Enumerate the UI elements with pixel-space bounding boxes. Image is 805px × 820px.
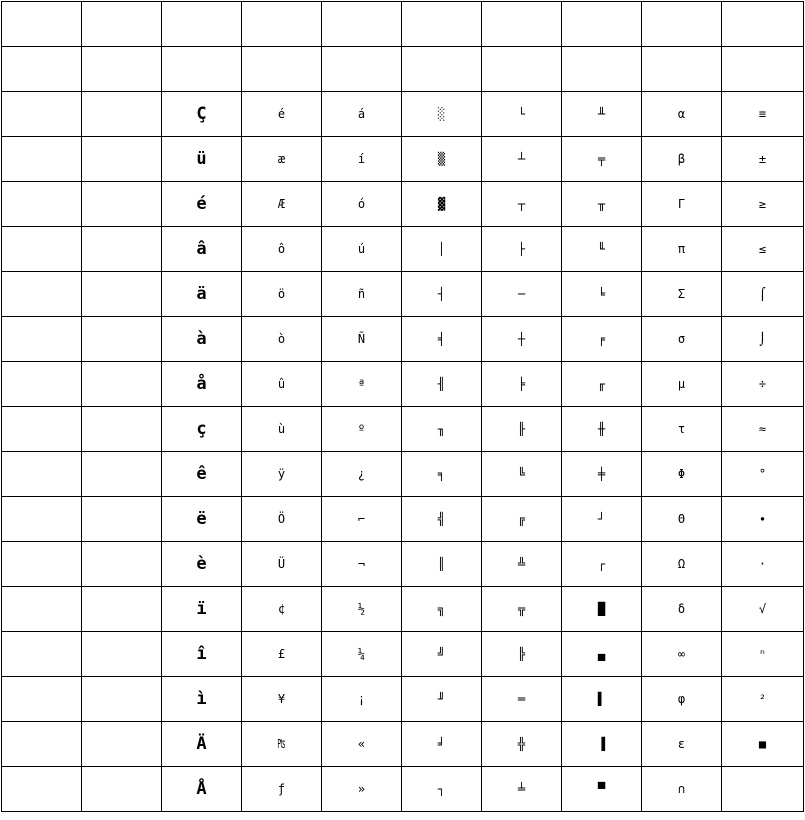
table-row xyxy=(2,452,804,497)
table-cell: à xyxy=(162,317,242,362)
table-cell: τ xyxy=(642,407,722,452)
table-cell: ╛ xyxy=(402,722,482,767)
table-cell: ▀ xyxy=(562,767,642,812)
table-cell: ¿ xyxy=(322,452,402,497)
table-cell: í xyxy=(322,137,402,182)
table-cell: ⌠ xyxy=(722,272,804,317)
table-cell: á xyxy=(322,92,402,137)
table-cell: ô xyxy=(242,227,322,272)
table-cell: ⌡ xyxy=(722,317,804,362)
table-cell: ≡ xyxy=(722,92,804,137)
table-cell xyxy=(2,407,82,452)
table-cell: ≈ xyxy=(722,407,804,452)
table-cell: ▄ xyxy=(562,632,642,677)
table-row xyxy=(2,632,804,677)
table-cell: £ xyxy=(242,632,322,677)
table-cell: ⌐ xyxy=(322,497,402,542)
table-cell: ε xyxy=(642,722,722,767)
table-cell: ∩ xyxy=(642,767,722,812)
table-cell: ┐ xyxy=(402,767,482,812)
table-cell: ╨ xyxy=(562,92,642,137)
table-cell: ä xyxy=(162,272,242,317)
table-cell: å xyxy=(162,362,242,407)
table-cell: ≤ xyxy=(722,227,804,272)
table-cell: ½ xyxy=(322,587,402,632)
table-cell xyxy=(82,407,162,452)
table-cell xyxy=(242,2,322,47)
table-cell: ╢ xyxy=(402,362,482,407)
table-cell: ç xyxy=(162,407,242,452)
table-cell: ê xyxy=(162,452,242,497)
table-cell xyxy=(82,452,162,497)
table-cell: « xyxy=(322,722,402,767)
table-row xyxy=(2,587,804,632)
table-cell: ï xyxy=(162,587,242,632)
table-cell xyxy=(2,542,82,587)
table-cell: β xyxy=(642,137,722,182)
table-cell xyxy=(2,227,82,272)
table-cell: ■ xyxy=(722,722,804,767)
table-cell: ╪ xyxy=(562,452,642,497)
table-cell xyxy=(482,2,562,47)
table-cell: ╓ xyxy=(562,362,642,407)
table-cell xyxy=(642,2,722,47)
table-cell: ƒ xyxy=(242,767,322,812)
table-cell: Σ xyxy=(642,272,722,317)
table-cell xyxy=(82,497,162,542)
table-cell: ÷ xyxy=(722,362,804,407)
table-row xyxy=(2,317,804,362)
table-cell: ≥ xyxy=(722,182,804,227)
table-cell: µ xyxy=(642,362,722,407)
table-cell: ╥ xyxy=(562,182,642,227)
table-cell: ú xyxy=(322,227,402,272)
table-cell xyxy=(2,452,82,497)
table-cell: └ xyxy=(482,92,562,137)
table-cell xyxy=(2,767,82,812)
table-row xyxy=(2,497,804,542)
table-cell xyxy=(2,497,82,542)
table-cell: ì xyxy=(162,677,242,722)
table-cell: ═ xyxy=(482,677,562,722)
table-cell: ╒ xyxy=(562,317,642,362)
table-cell: ╦ xyxy=(482,587,562,632)
table-row xyxy=(2,47,804,92)
table-cell: ▌ xyxy=(562,677,642,722)
table-cell: â xyxy=(162,227,242,272)
table-cell: ╧ xyxy=(482,767,562,812)
table-cell: Æ xyxy=(242,182,322,227)
table-cell: û xyxy=(242,362,322,407)
table-row xyxy=(2,2,804,47)
table-row xyxy=(2,542,804,587)
table-cell: ╣ xyxy=(402,497,482,542)
table-cell xyxy=(82,317,162,362)
table-cell xyxy=(82,542,162,587)
table-cell xyxy=(482,47,562,92)
table-cell xyxy=(82,272,162,317)
table-cell xyxy=(2,362,82,407)
table-cell: · xyxy=(722,542,804,587)
table-cell: ╙ xyxy=(562,227,642,272)
table-cell xyxy=(322,47,402,92)
table-cell: ╝ xyxy=(402,632,482,677)
table-cell: ¼ xyxy=(322,632,402,677)
table-cell xyxy=(162,47,242,92)
table-cell: » xyxy=(322,767,402,812)
table-cell: ╡ xyxy=(402,317,482,362)
table-row xyxy=(2,182,804,227)
table-cell: ░ xyxy=(402,92,482,137)
table-cell: ö xyxy=(242,272,322,317)
table-cell xyxy=(2,182,82,227)
table-cell: ÿ xyxy=(242,452,322,497)
table-cell xyxy=(722,767,804,812)
table-cell: ò xyxy=(242,317,322,362)
table-cell xyxy=(82,137,162,182)
table-cell: Γ xyxy=(642,182,722,227)
table-cell xyxy=(82,632,162,677)
table-cell: █ xyxy=(562,587,642,632)
table-cell xyxy=(82,92,162,137)
table-cell: ╘ xyxy=(562,272,642,317)
table-cell: ╜ xyxy=(402,677,482,722)
table-cell: σ xyxy=(642,317,722,362)
table-cell: ┤ xyxy=(402,272,482,317)
table-cell: ⁿ xyxy=(722,632,804,677)
table-cell: Θ xyxy=(642,497,722,542)
table-cell: ┼ xyxy=(482,317,562,362)
table-cell xyxy=(82,182,162,227)
table-cell xyxy=(242,47,322,92)
table-cell: î xyxy=(162,632,242,677)
table-row xyxy=(2,92,804,137)
table-cell: ╫ xyxy=(562,407,642,452)
table-cell: Ä xyxy=(162,722,242,767)
table-cell: α xyxy=(642,92,722,137)
table-cell xyxy=(402,2,482,47)
table-cell: ╞ xyxy=(482,362,562,407)
table-cell xyxy=(82,767,162,812)
table-row xyxy=(2,722,804,767)
table-cell: ∙ xyxy=(722,497,804,542)
table-cell: Å xyxy=(162,767,242,812)
table-cell: φ xyxy=(642,677,722,722)
table-cell: ┬ xyxy=(482,182,562,227)
table-cell: ╖ xyxy=(402,407,482,452)
table-cell: é xyxy=(242,92,322,137)
table-cell: Ç xyxy=(162,92,242,137)
table-cell: ╚ xyxy=(482,452,562,497)
table-cell: ë xyxy=(162,497,242,542)
table-cell: ù xyxy=(242,407,322,452)
table-cell: Ö xyxy=(242,497,322,542)
table-cell xyxy=(2,272,82,317)
table-row xyxy=(2,767,804,812)
table-cell: ┌ xyxy=(562,542,642,587)
table-cell xyxy=(402,47,482,92)
table-cell: ó xyxy=(322,182,402,227)
table-cell: √ xyxy=(722,587,804,632)
table-cell xyxy=(2,722,82,767)
table-cell: ╗ xyxy=(402,587,482,632)
table-row xyxy=(2,227,804,272)
table-cell: ¬ xyxy=(322,542,402,587)
table-cell xyxy=(562,47,642,92)
table-cell: ± xyxy=(722,137,804,182)
table-cell: ╔ xyxy=(482,497,562,542)
table-cell: ╬ xyxy=(482,722,562,767)
table-cell xyxy=(722,47,804,92)
table-cell: ╩ xyxy=(482,542,562,587)
table-cell: ╟ xyxy=(482,407,562,452)
table-cell xyxy=(642,47,722,92)
table-cell: ─ xyxy=(482,272,562,317)
table-cell: Ω xyxy=(642,542,722,587)
table-cell xyxy=(2,632,82,677)
table-cell: ╤ xyxy=(562,137,642,182)
table-cell xyxy=(2,2,82,47)
character-table-body xyxy=(2,2,804,812)
table-cell xyxy=(82,362,162,407)
table-cell: ▓ xyxy=(402,182,482,227)
character-table xyxy=(1,1,804,812)
table-cell: ┘ xyxy=(562,497,642,542)
table-cell: ┴ xyxy=(482,137,562,182)
table-row xyxy=(2,137,804,182)
table-cell xyxy=(82,227,162,272)
table-cell: ▐ xyxy=(562,722,642,767)
table-cell: ª xyxy=(322,362,402,407)
table-cell: Φ xyxy=(642,452,722,497)
table-cell: ü xyxy=(162,137,242,182)
table-cell: │ xyxy=(402,227,482,272)
table-cell: è xyxy=(162,542,242,587)
table-cell xyxy=(82,587,162,632)
table-cell xyxy=(322,2,402,47)
table-cell: ├ xyxy=(482,227,562,272)
table-cell xyxy=(2,92,82,137)
table-cell: ñ xyxy=(322,272,402,317)
table-cell xyxy=(82,2,162,47)
table-cell: ¢ xyxy=(242,587,322,632)
table-cell: ║ xyxy=(402,542,482,587)
table-cell xyxy=(82,47,162,92)
table-cell: ╠ xyxy=(482,632,562,677)
table-cell xyxy=(2,317,82,362)
table-cell: δ xyxy=(642,587,722,632)
table-cell: Ñ xyxy=(322,317,402,362)
table-cell: ¥ xyxy=(242,677,322,722)
table-cell xyxy=(2,137,82,182)
table-cell xyxy=(2,587,82,632)
table-cell: Ü xyxy=(242,542,322,587)
table-row xyxy=(2,677,804,722)
table-cell: π xyxy=(642,227,722,272)
table-cell: ° xyxy=(722,452,804,497)
table-cell xyxy=(2,47,82,92)
table-row xyxy=(2,407,804,452)
table-cell xyxy=(162,2,242,47)
table-cell: ╕ xyxy=(402,452,482,497)
table-row xyxy=(2,272,804,317)
table-cell: ¡ xyxy=(322,677,402,722)
table-cell: æ xyxy=(242,137,322,182)
table-row xyxy=(2,362,804,407)
table-cell xyxy=(82,677,162,722)
table-cell: ² xyxy=(722,677,804,722)
table-cell xyxy=(562,2,642,47)
table-cell xyxy=(2,677,82,722)
table-cell xyxy=(82,722,162,767)
table-cell: ∞ xyxy=(642,632,722,677)
table-cell: ▒ xyxy=(402,137,482,182)
table-cell xyxy=(722,2,804,47)
table-cell: é xyxy=(162,182,242,227)
table-cell: º xyxy=(322,407,402,452)
table-cell: ₧ xyxy=(242,722,322,767)
